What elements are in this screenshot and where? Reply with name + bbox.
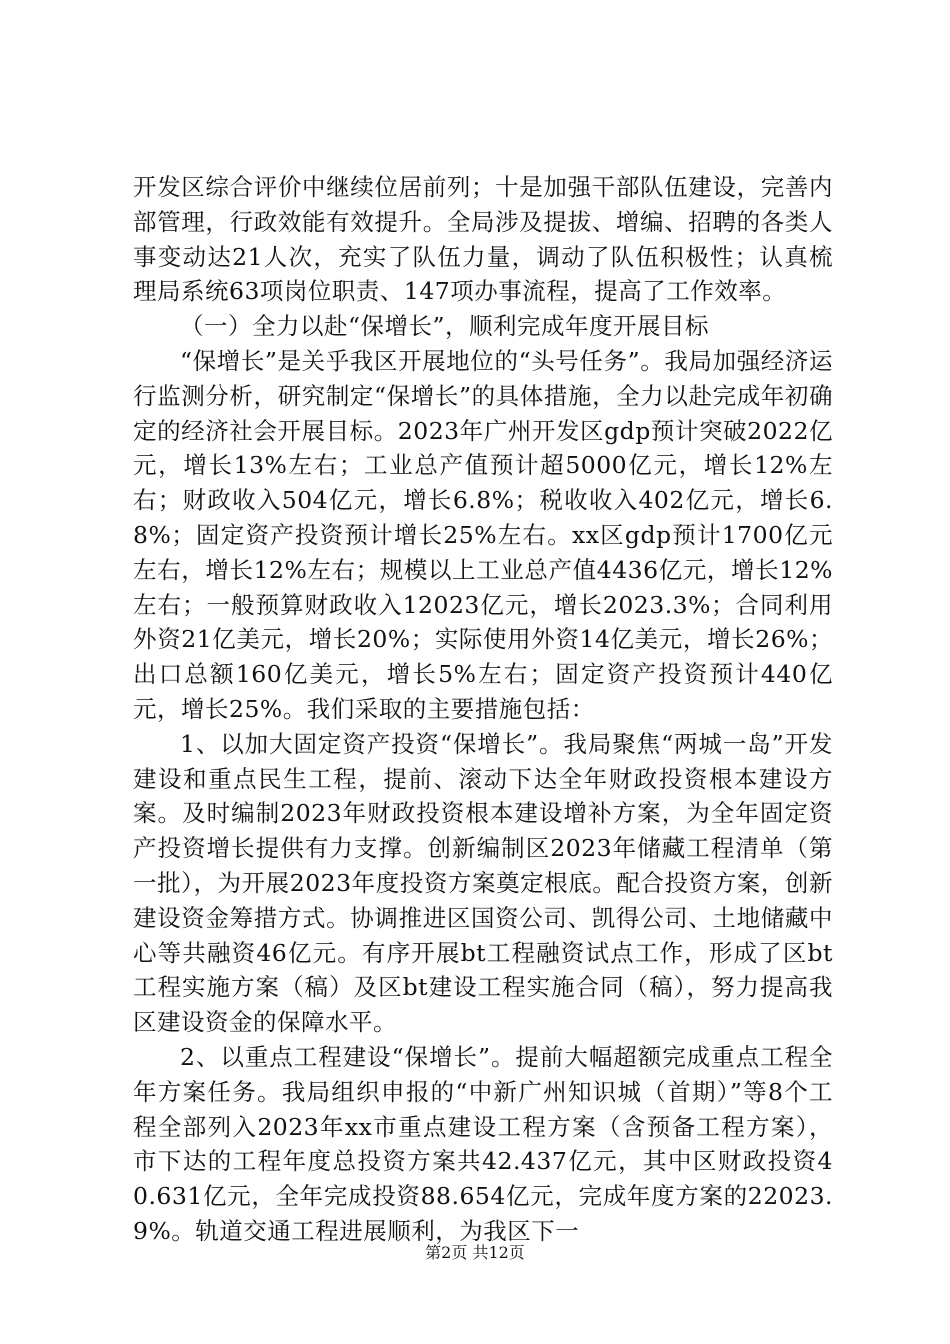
paragraph-continuation: 开发区综合评价中继续位居前列；十是加强干部队伍建设，完善内部管理，行政效能有效提升。全局涉及提拔、增编、招聘的各类人事变动达21人次，充实了队伍力量，调动了队伍积极性；认真梳理局系统63项岗位职责、147项办事流程，提高了工作效率。 (133, 173, 833, 306)
section-heading: （一）全力以赴“保增长”，顺利完成年度开展目标 (180, 312, 710, 341)
paragraph-growth-targets: “保增长”是关乎我区开展地位的“头号任务”。我局加强经济运行监测分析，研究制定“保增长”的具体措施，全力以赴完成年初确定的经济社会开展目标。2023年广州开发区gdp预计突破2022亿元，增长13%左右；工业总产值预计超5000亿元，增长12%左右；财政收入504亿元，增长6.8%；税收收入402亿元，增长6.8%；固定资产投资预计增长25%左右。xx区gdp预计1700亿元左右，增长12%左右；规模以上工业总产值4436亿元，增长12%左右；一般预算财政收入12023亿元，增长2023.3%；合同利用外资21亿美元，增长20%；实际使用外资14亿美元，增长26%；出口总额160亿美元，增长5%左右；固定资产投资预计440亿元，增长25%。我们采取的主要措施包括： (133, 346, 833, 723)
page-footer: 第2页 共12页 (425, 1243, 525, 1262)
paragraph-measure-2: 2、以重点工程建设“保增长”。提前大幅超额完成重点工程全年方案任务。我局组织申报的“中新广州知识城（首期）”等8个工程全部列入2023年xx市重点建设工程方案（含预备工程方案），市下达的工程年度总投资方案共42.437亿元，其中区财政投资40.631亿元，全年完成投资88.654亿元，完成年度方案的22023.9%。轨道交通工程进展顺利，为我区下一 (133, 1042, 833, 1245)
document-body (133, 170, 833, 1249)
paragraph-measure-1: 1、以加大固定资产投资“保增长”。我局聚焦“两城一岛”开发建设和重点民生工程，提前、滚动下达全年财政投资根本建设方案。及时编制2023年财政投资根本建设增补方案，为全年固定资产投资增长提供有力支撑。创新编制区2023年储藏工程清单（第一批），为开展2023年度投资方案奠定根底。配合投资方案，创新建设资金筹措方式。协调推进区国资公司、凯得公司、土地储藏中心等共融资46亿元。有序开展bt工程融资试点工作，形成了区bt工程实施方案（稿）及区bt建设工程实施合同（稿），努力提高我区建设资金的保障水平。 (133, 729, 833, 1037)
